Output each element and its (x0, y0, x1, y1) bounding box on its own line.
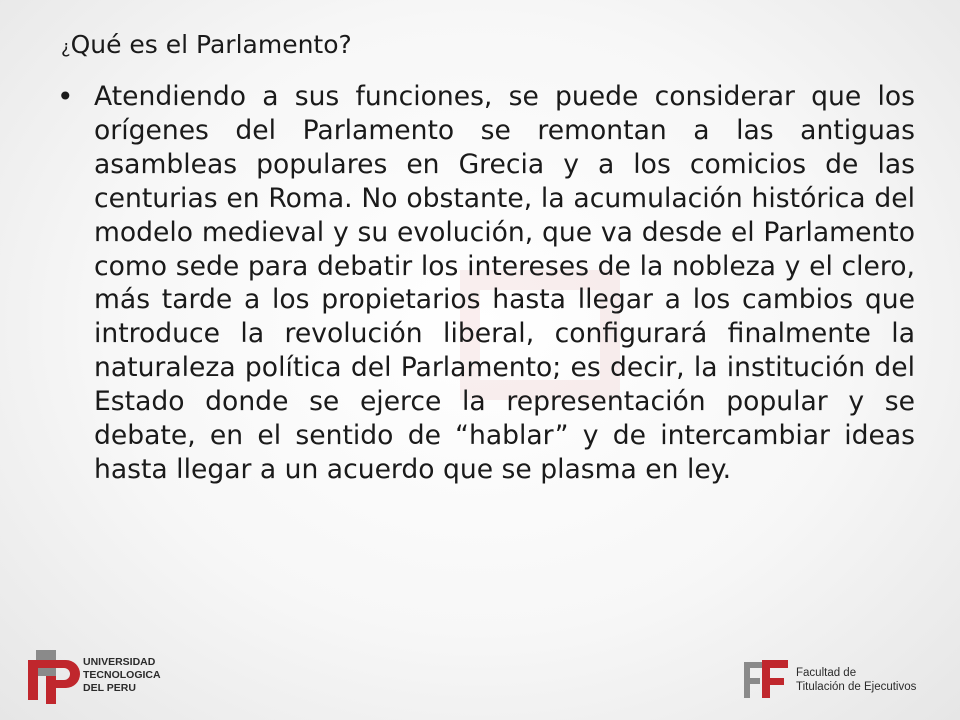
bullet-marker: • (57, 80, 74, 113)
utp-line-2: TECNOLOGICA (83, 669, 161, 681)
faculty-logo (742, 656, 942, 706)
utp-logo-text (83, 656, 161, 695)
title-prefix: ¿ (61, 37, 71, 58)
title-text: Qué es el Parlamento? (70, 30, 352, 59)
utp-line-3: DEL PERU (83, 682, 136, 694)
faculty-logo-text (796, 666, 916, 694)
bullet-paragraph: Atendiendo a sus funciones, se puede considerar que los orígenes del Parlamento se remontan a las antiguas asambleas populares en Grecia y a los comicios de las centurias en Roma. No obstante, la acumulación histórica del modelo medieval y su evolución, que va desde el Parlamento como sede para debatir los intereses de la nobleza y el clero, más tarde a los propietarios hasta llegar a los cambios que introduce la revolución liberal, configurará finalmente la naturaleza política del Parlamento; es decir, la institución del Estado donde se ejerce la representación popular y se debate, en el sentido de “hablar” y de intercambiar ideas hasta llegar a un acuerdo que se plasma en ley. (94, 81, 915, 485)
slide-title (61, 28, 352, 65)
utp-line-1: UNIVERSIDAD (83, 656, 156, 668)
faculty-line-2: Titulación de Ejecutivos (796, 681, 917, 693)
utp-logo-icon (22, 646, 82, 710)
utp-logo (22, 646, 182, 710)
bullet-item (57, 80, 915, 487)
faculty-line-1: Facultad de (796, 667, 857, 679)
faculty-logo-icon (742, 656, 792, 700)
